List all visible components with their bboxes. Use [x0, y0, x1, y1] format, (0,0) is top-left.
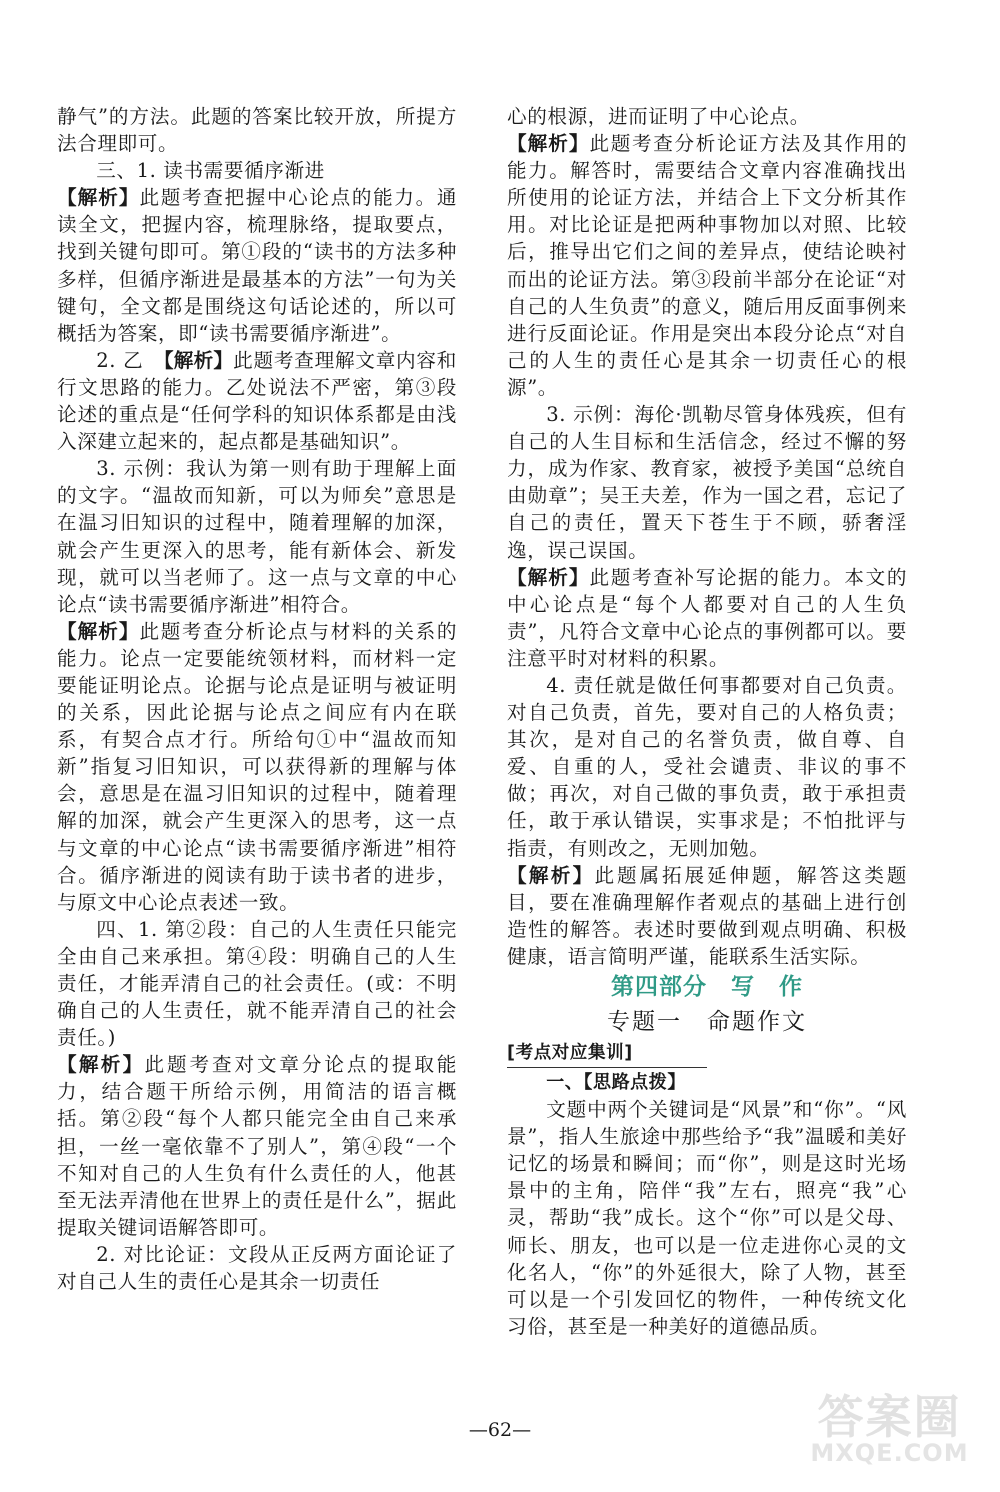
answer-paragraph: 文题中两个关键词是“风景”和“你”。“风景”，指人生旅途中那些给予“我”温暖和美好记忆的场景和瞬间；而“你”，则是这时光场景中的主角，陪伴“我”左右，照亮“我”心灵，帮助“我”成长。这个“你”可以是父母、师长、朋友，也可以是一位走进你心灵的文化名人，“你”的外延很大，除了人物，甚至可以是一个引发回忆的物件，一种传统文化习俗，甚至是一种美好的道德品质。: [507, 1098, 907, 1338]
watermark-url: MXQE.COM: [810, 1439, 969, 1467]
analysis-tag: 【解析】: [57, 1053, 145, 1077]
sub-label: 一、【思路点拨】: [546, 1072, 686, 1093]
answer-paragraph: 2. 对比论证：文段从正反两方面论证了对自己人生的责任心是其余一切责任: [57, 1242, 457, 1294]
watermark-logo: [797, 1381, 982, 1476]
answer-paragraph: 4. 责任就是做任何事都要对自己负责。对自己负责，首先，要对自己的人格负责；其次，是对自己的名誉负责，做自尊、自爱、自重的人，受社会谴责、非议的事不做；再次，对自己做的事负责，敢于承担责任，敢于承认错误，实事求是；不怕批评与指责，有则改之，无则加勉。: [507, 673, 907, 860]
answer-paragraph: 四、1. 第②段：自己的人生责任只能完全由自己来承担。第④段：明确自己的人生责任，才能弄清自己的社会责任。(或：不明确自己的人生责任，就不能弄清自己的社会责任。): [57, 917, 457, 1050]
analysis-paragraph: [507, 564, 907, 672]
analysis-text: 此题考查分析论证方法及其作用的能力。解答时，需要结合文章内容准确找出所使用的论证方法，并结合上下文分析其作用。对比论证是把两种事物加以对照、比较后，推导出它们之间的差异点，使结论映衬而出的论证方法。第③段前半部分在论证“对自己的人生负责”的意义，随后用反面事例来进行反面论证。作用是突出本段分论点“对自己的人生的责任心是其余一切责任心的根源”。: [507, 132, 908, 399]
analysis-text: 此题考查分析论点与材料的关系的能力。论点一定要能统领材料，而材料一定要能证明论点。论据与论点是证明与被证明的关系，因此论据与论点之间应有内在联系，有契合点才行。所给句①中“温故而知新”指复习旧知识，可以获得新的理解与体会，意思是在温习旧知识的过程中，随着理解的加深，就会产生更深入的思考，这一点与文章的中心论点“读书需要循序渐进”相符合。循序渐进的阅读有助于读书者的进步，与原文中心论点表述一致。: [57, 619, 458, 914]
right-column: [507, 103, 907, 1340]
paragraph: 静气”的方法。此题的答案比较开放，所提方法合理即可。: [57, 105, 457, 156]
analysis-text: 此题考查理解文章内容和行文思路的能力。乙处说法不严密，第③段论述的重点是“任何学科的知识体系都是由浅入深建立起来的，起点都是基础知识”。: [57, 348, 457, 454]
paragraph: 心的根源，进而证明了中心论点。: [507, 105, 810, 128]
part-title: 第四部分 写 作: [611, 974, 803, 1000]
analysis-tag: 【解析】: [57, 619, 140, 643]
analysis-text: 此题考查把握中心论点的能力。通读全文，把握内容，梳理脉络，提取要点，找到关键句即可。第①段的“读书的方法多种多样，但循序渐进是最基本的方法”一句为关键句，全文都是围绕这句话论述的，所以可概括为答案，即“读书需要循序渐进”。: [57, 186, 458, 345]
analysis-text: 此题考查对文章分论点的提取能力，结合题干所给示例，用简洁的语言概括。第②段“每个人都只能完全由自己来承担，一丝一毫依靠不了别人”，第④段“一个不知对自己的人生负有什么责任的人，他甚至无法弄清他在世界上的责任是什么”，据此提取关键词语解答即可。: [57, 1053, 457, 1239]
analysis-text: 此题属拓展延伸题，解答这类题目，要在准确理解作者观点的基础上进行创造性的解答。表述时要做到观点明确、积极健康，语言简明严谨，能联系生活实际。: [507, 863, 907, 968]
answer-paragraph: 3. 示例：我认为第一则有助于理解上面的文字。“温故而知新，可以为师矣”意思是在温习旧知识的过程中，随着理解的加深，就会产生更深入的思考，能有新体会、新发现，就可以当老师了。这一点与文章的中心论点“读书需要循序渐进”相符合。: [57, 457, 457, 616]
analysis-paragraph: [57, 1051, 457, 1241]
analysis-tag: 【解析】: [507, 863, 595, 887]
answer-lead: 2. 乙: [96, 348, 164, 372]
analysis-tag: 【解析】: [163, 348, 234, 372]
answer-paragraph: 3. 示例：海伦·凯勒尽管身体残疾，但有自己的人生目标和生活信念，经过不懈的努力，成为作家、教育家，被授予美国“总统自由勋章”；吴王夫差，作为一国之君，忘记了自己的责任，置天下苍生于不顾，骄奢淫逸，误己误国。: [507, 403, 907, 562]
analysis-paragraph: [57, 618, 457, 916]
analysis-paragraph: [57, 184, 457, 347]
analysis-text: 此题考查补写论据的能力。本文的中心论点是“每个人都要对自己的人生负责”，凡符合文章中心论点的事例都可以。要注意平时对材料的积累。: [507, 565, 908, 670]
watermark-text: 答案圈: [817, 1390, 962, 1444]
page-number: —62—: [468, 1419, 532, 1441]
section-label: [考点对应集训]: [507, 1040, 707, 1068]
sub-label-line: [507, 1068, 907, 1096]
analysis-tag: 【解析】: [57, 186, 140, 210]
topic-title: 专题一 命题作文: [607, 1009, 807, 1035]
analysis-tag: 【解析】: [507, 132, 590, 156]
answer-heading: 三、1. 读书需要循序渐进: [96, 159, 325, 183]
answer-paragraph: [57, 347, 457, 455]
analysis-paragraph: [507, 130, 907, 401]
analysis-paragraph: [507, 862, 907, 970]
left-column: [57, 103, 457, 1295]
analysis-tag: 【解析】: [507, 565, 590, 589]
